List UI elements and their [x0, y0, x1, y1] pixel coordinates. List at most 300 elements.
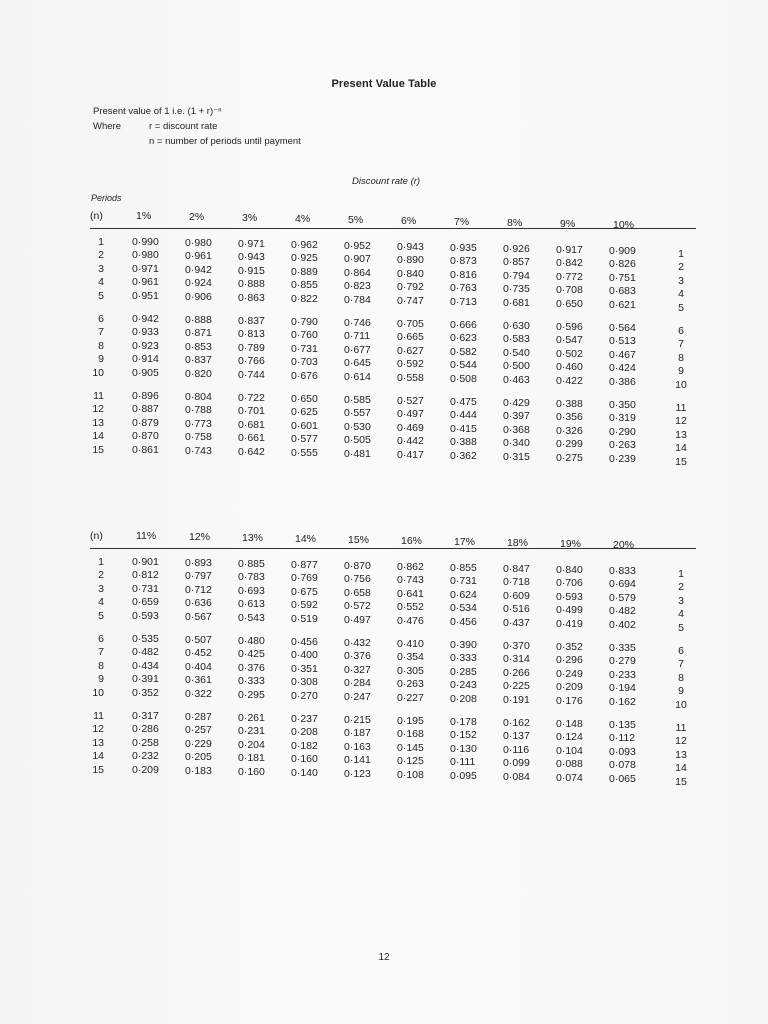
period-number: 5	[98, 289, 104, 302]
table-cell: 0·270	[291, 689, 318, 702]
period-number: 4	[98, 276, 104, 289]
table-cell: 0·813	[238, 328, 265, 341]
table-cell: 0·840	[397, 267, 424, 280]
table-cell: 0·284	[344, 677, 371, 690]
table-cell: 0·422	[556, 374, 583, 387]
table-cell: 0·915	[238, 264, 265, 277]
table-cell: 0·404	[185, 660, 212, 673]
table-cell: 0·744	[238, 368, 265, 381]
table-cell: 0·425	[238, 648, 265, 661]
table-cell: 0·231	[238, 725, 265, 738]
table-cell: 0·233	[609, 668, 636, 681]
period-number: 3	[98, 582, 104, 595]
table-cell: 0·792	[397, 281, 424, 294]
table-cell: 0·327	[344, 663, 371, 676]
table-cell: 0·666	[450, 319, 477, 331]
period-number-right: 4	[678, 608, 684, 621]
table-cell: 0·181	[238, 752, 265, 765]
period-number: 14	[92, 750, 104, 763]
table-cell: 0·104	[556, 744, 583, 757]
table-cell: 0·417	[397, 448, 424, 461]
table-cell: 0·482	[609, 605, 636, 618]
table-cell: 0·862	[397, 561, 424, 573]
table-cell: 0·350	[609, 399, 636, 411]
period-number: 5	[98, 609, 104, 622]
period-number: 10	[92, 686, 104, 699]
period-header: (n)	[90, 530, 103, 542]
header-rule	[90, 228, 696, 229]
table-cell: 0·857	[503, 256, 530, 269]
table-cell: 0·864	[344, 266, 371, 279]
table-cell: 0·601	[291, 419, 318, 432]
table-cell: 0·747	[397, 294, 424, 307]
table-cell: 0·527	[397, 395, 424, 407]
table-cell: 0·183	[185, 764, 212, 777]
table-cell: 0·943	[397, 241, 424, 253]
table-cell: 0·340	[503, 437, 530, 450]
present-value-table-1	[90, 206, 710, 506]
table-cell: 0·482	[132, 646, 159, 659]
period-number-right: 3	[678, 274, 684, 287]
table-cell: 0·305	[397, 664, 424, 677]
table-cell: 0·519	[291, 612, 318, 625]
rate-header: 16%	[401, 535, 423, 547]
description-line: Present value of 1 i.e. (1 + r)⁻ⁿ	[93, 106, 222, 117]
table-cell: 0·870	[344, 560, 371, 572]
table-cell: 0·111	[450, 756, 476, 769]
table-cell: 0·896	[132, 390, 159, 402]
table-cell: 0·942	[132, 313, 159, 325]
table-cell: 0·208	[291, 726, 318, 739]
table-cell: 0·758	[185, 431, 212, 444]
period-number-right: 15	[675, 775, 687, 788]
table-cell: 0·650	[556, 297, 583, 310]
table-cell: 0·558	[397, 371, 424, 384]
table-cell: 0·125	[397, 755, 424, 768]
table-cell: 0·352	[556, 641, 583, 653]
table-cell: 0·596	[556, 321, 583, 333]
period-number: 12	[92, 403, 104, 416]
rate-header: 14%	[295, 533, 317, 545]
rate-header: 19%	[560, 538, 582, 550]
table-cell: 0·257	[185, 724, 212, 737]
table-cell: 0·415	[450, 422, 477, 435]
table-cell: 0·582	[450, 345, 477, 358]
period-number: 11	[93, 390, 104, 402]
table-cell: 0·890	[397, 254, 424, 267]
table-cell: 0·400	[291, 649, 318, 662]
table-cell: 0·434	[132, 659, 159, 672]
table-cell: 0·535	[132, 633, 159, 645]
rate-header: 11%	[136, 530, 157, 542]
period-number: 9	[98, 673, 104, 686]
table-cell: 0·308	[291, 676, 318, 689]
table-cell: 0·368	[503, 423, 530, 436]
table-cell: 0·756	[344, 573, 371, 586]
table-cell: 0·249	[556, 667, 583, 680]
table-cell: 0·990	[132, 236, 159, 248]
table-cell: 0·178	[450, 716, 477, 728]
period-number-right: 15	[675, 455, 687, 468]
table-cell: 0·837	[185, 354, 212, 367]
rate-header: 2%	[189, 211, 205, 223]
table-cell: 0·116	[503, 743, 530, 756]
definition-n: n = number of periods until payment	[149, 136, 301, 147]
table-cell: 0·456	[450, 615, 477, 628]
period-number: 1	[98, 556, 104, 568]
period-number: 13	[92, 416, 104, 429]
table-cell: 0·592	[291, 599, 318, 612]
rate-header: 12%	[189, 531, 211, 543]
table-cell: 0·658	[344, 586, 371, 599]
table-cell: 0·861	[132, 443, 159, 456]
period-number-right: 1	[678, 248, 684, 260]
definition-r: r = discount rate	[149, 121, 218, 132]
table-cell: 0·783	[238, 571, 265, 584]
period-number: 9	[98, 353, 104, 366]
table-cell: 0·141	[344, 754, 371, 767]
table-cell: 0·893	[185, 557, 212, 569]
table-cell: 0·572	[344, 600, 371, 613]
table-cell: 0·676	[291, 369, 318, 382]
table-cell: 0·078	[609, 759, 636, 772]
table-cell: 0·788	[185, 404, 212, 417]
table-cell: 0·124	[556, 731, 583, 744]
table-cell: 0·722	[238, 392, 265, 404]
table-cell: 0·693	[238, 584, 265, 597]
table-cell: 0·557	[344, 407, 371, 420]
table-cell: 0·376	[344, 650, 371, 663]
table-cell: 0·933	[132, 326, 159, 339]
table-cell: 0·731	[291, 342, 318, 355]
table-cell: 0·923	[132, 339, 159, 352]
table-cell: 0·579	[609, 591, 636, 604]
table-cell: 0·794	[503, 269, 530, 282]
table-cell: 0·191	[503, 693, 530, 706]
table-cell: 0·547	[556, 334, 583, 347]
period-number-right: 2	[678, 261, 684, 274]
table-cell: 0·333	[450, 652, 477, 665]
table-cell: 0·296	[556, 654, 583, 667]
rate-header: 4%	[295, 213, 311, 225]
table-cell: 0·681	[238, 418, 265, 431]
table-cell: 0·650	[291, 393, 318, 405]
table-cell: 0·609	[503, 589, 530, 602]
table-cell: 0·326	[556, 424, 583, 437]
table-cell: 0·123	[344, 767, 371, 780]
table-cell: 0·429	[503, 397, 530, 409]
table-cell: 0·469	[397, 421, 424, 434]
period-number-right: 6	[678, 645, 684, 657]
table-cell: 0·195	[397, 715, 424, 727]
table-cell: 0·711	[344, 330, 371, 343]
table-cell: 0·163	[344, 740, 371, 753]
table-cell: 0·712	[185, 583, 212, 596]
table-cell: 0·627	[397, 344, 424, 357]
table-cell: 0·735	[503, 283, 530, 296]
table-cell: 0·914	[132, 353, 159, 366]
table-cell: 0·855	[450, 562, 477, 574]
table-cell: 0·225	[503, 680, 530, 693]
table-cell: 0·088	[556, 758, 583, 771]
table-cell: 0·187	[344, 727, 371, 740]
table-cell: 0·583	[503, 333, 530, 346]
table-cell: 0·760	[291, 329, 318, 342]
table-cell: 0·481	[344, 447, 371, 460]
table-cell: 0·675	[291, 585, 318, 598]
table-cell: 0·746	[344, 317, 371, 329]
present-value-table-2	[90, 526, 710, 826]
table-cell: 0·962	[291, 239, 318, 251]
table-cell: 0·797	[185, 570, 212, 583]
table-cell: 0·683	[609, 285, 636, 298]
period-number-right: 13	[675, 428, 687, 441]
table-cell: 0·354	[397, 651, 424, 664]
table-cell: 0·636	[185, 597, 212, 610]
period-number-right: 1	[678, 568, 684, 580]
table-cell: 0·917	[556, 244, 583, 256]
table-cell: 0·208	[450, 692, 477, 705]
table-cell: 0·677	[344, 343, 371, 356]
period-number: 12	[92, 723, 104, 736]
table-cell: 0·971	[238, 238, 265, 250]
rate-header: 9%	[560, 218, 576, 230]
table-cell: 0·823	[344, 280, 371, 293]
table-cell: 0·847	[503, 563, 530, 575]
period-number: 6	[98, 313, 104, 325]
table-cell: 0·731	[132, 582, 159, 595]
table-cell: 0·630	[503, 320, 530, 332]
table-cell: 0·402	[609, 618, 636, 631]
period-number: 2	[98, 249, 104, 262]
table-cell: 0·376	[238, 661, 265, 674]
rate-header: 6%	[401, 215, 417, 227]
period-number-right: 8	[678, 671, 684, 684]
table-cell: 0·497	[397, 408, 424, 421]
header-rule	[90, 548, 696, 549]
table-cell: 0·286	[132, 723, 159, 736]
period-number-right: 8	[678, 351, 684, 364]
periods-label: Periods	[91, 193, 122, 203]
page-title: Present Value Table	[331, 78, 437, 90]
table-cell: 0·907	[344, 253, 371, 266]
table-cell: 0·926	[503, 243, 530, 255]
table-cell: 0·232	[132, 750, 159, 763]
period-number-right: 14	[675, 762, 687, 775]
table-cell: 0·812	[132, 569, 159, 582]
table-cell: 0·901	[132, 556, 159, 568]
period-number-right: 7	[678, 658, 684, 671]
rate-header: 5%	[348, 214, 364, 226]
table-cell: 0·229	[185, 737, 212, 750]
table-cell: 0·362	[450, 449, 477, 462]
table-cell: 0·816	[450, 268, 477, 281]
table-cell: 0·544	[450, 359, 477, 372]
period-number-right: 3	[678, 594, 684, 607]
period-number: 2	[98, 569, 104, 582]
table-cell: 0·263	[609, 439, 636, 452]
table-cell: 0·718	[503, 576, 530, 589]
period-number: 3	[98, 262, 104, 275]
table-cell: 0·772	[556, 270, 583, 283]
table-cell: 0·855	[291, 279, 318, 292]
table-cell: 0·204	[238, 738, 265, 751]
table-cell: 0·621	[609, 298, 636, 311]
period-number: 15	[92, 763, 104, 776]
table-cell: 0·182	[291, 739, 318, 752]
table-cell: 0·909	[609, 245, 636, 257]
table-cell: 0·499	[556, 604, 583, 617]
table-cell: 0·980	[185, 237, 212, 249]
table-cell: 0·285	[450, 665, 477, 678]
table-cell: 0·386	[609, 375, 636, 388]
table-cell: 0·442	[397, 435, 424, 448]
table-cell: 0·942	[185, 263, 212, 276]
table-cell: 0·315	[503, 450, 530, 463]
table-cell: 0·826	[609, 258, 636, 271]
table-cell: 0·275	[556, 451, 583, 464]
table-cell: 0·361	[185, 674, 212, 687]
table-cell: 0·879	[132, 416, 159, 429]
table-cell: 0·168	[397, 728, 424, 741]
table-cell: 0·287	[185, 711, 212, 723]
table-cell: 0·388	[450, 436, 477, 449]
table-cell: 0·743	[397, 574, 424, 587]
table-cell: 0·215	[344, 714, 371, 726]
table-description	[93, 104, 301, 149]
table-cell: 0·789	[238, 341, 265, 354]
period-number: 14	[92, 430, 104, 443]
table-cell: 0·534	[450, 602, 477, 615]
table-cell: 0·585	[344, 394, 371, 406]
period-number-right: 4	[678, 288, 684, 301]
table-cell: 0·593	[132, 609, 159, 622]
table-cell: 0·853	[185, 340, 212, 353]
table-cell: 0·889	[291, 265, 318, 278]
period-number: 7	[98, 326, 104, 339]
table-cell: 0·951	[132, 289, 159, 302]
table-cell: 0·751	[609, 271, 636, 284]
table-cell: 0·463	[503, 373, 530, 386]
table-cell: 0·613	[238, 598, 265, 611]
table-cell: 0·961	[185, 250, 212, 263]
table-cell: 0·333	[238, 675, 265, 688]
table-cell: 0·152	[450, 729, 477, 742]
table-cell: 0·444	[450, 409, 477, 422]
table-cell: 0·432	[344, 637, 371, 649]
rate-header: 1%	[136, 210, 152, 222]
table-cell: 0·160	[238, 765, 265, 778]
table-cell: 0·952	[344, 240, 371, 252]
table-cell: 0·243	[450, 679, 477, 692]
period-number: 1	[98, 236, 104, 248]
period-number: 4	[98, 596, 104, 609]
table-cell: 0·176	[556, 694, 583, 707]
table-cell: 0·713	[450, 295, 477, 308]
table-cell: 0·437	[503, 616, 530, 629]
table-cell: 0·790	[291, 316, 318, 328]
rate-header: 15%	[348, 534, 370, 546]
table-cell: 0·194	[609, 682, 636, 695]
period-number-right: 10	[675, 378, 687, 391]
period-number-right: 5	[678, 301, 684, 314]
table-cell: 0·209	[132, 763, 159, 776]
table-cell: 0·299	[556, 438, 583, 451]
rate-header: 10%	[613, 219, 635, 231]
table-cell: 0·625	[291, 406, 318, 419]
table-cell: 0·743	[185, 444, 212, 457]
table-cell: 0·703	[291, 356, 318, 369]
table-cell: 0·263	[397, 678, 424, 691]
table-cell: 0·314	[503, 653, 530, 666]
period-number-right: 9	[678, 365, 684, 378]
period-number-right: 10	[675, 698, 687, 711]
table-cell: 0·885	[238, 558, 265, 570]
table-cell: 0·665	[397, 331, 424, 344]
table-cell: 0·467	[609, 348, 636, 361]
table-cell: 0·266	[503, 666, 530, 679]
table-cell: 0·322	[185, 687, 212, 700]
table-cell: 0·694	[609, 578, 636, 591]
table-cell: 0·701	[238, 405, 265, 418]
rate-header: 18%	[507, 537, 529, 549]
table-cell: 0·388	[556, 398, 583, 410]
table-cell: 0·820	[185, 367, 212, 380]
table-cell: 0·247	[344, 690, 371, 703]
table-cell: 0·137	[503, 730, 530, 743]
period-number-right: 6	[678, 325, 684, 337]
table-cell: 0·555	[291, 446, 318, 459]
table-cell: 0·130	[450, 742, 477, 755]
table-cell: 0·543	[238, 611, 265, 624]
table-cell: 0·871	[185, 327, 212, 340]
rate-header: 17%	[454, 536, 476, 548]
table-cell: 0·567	[185, 610, 212, 623]
table-cell: 0·641	[397, 587, 424, 600]
table-cell: 0·227	[397, 691, 424, 704]
period-number: 6	[98, 633, 104, 645]
rate-header: 13%	[242, 532, 264, 544]
period-number: 11	[93, 710, 104, 722]
table-cell: 0·530	[344, 420, 371, 433]
table-cell: 0·769	[291, 572, 318, 585]
period-number-right: 11	[675, 402, 687, 414]
table-cell: 0·480	[238, 635, 265, 647]
table-cell: 0·507	[185, 634, 212, 646]
table-cell: 0·317	[132, 710, 159, 722]
table-cell: 0·906	[185, 290, 212, 303]
period-number-right: 13	[675, 748, 687, 761]
table-cell: 0·258	[132, 736, 159, 749]
table-cell: 0·804	[185, 391, 212, 403]
table-cell: 0·731	[450, 575, 477, 588]
table-cell: 0·592	[397, 358, 424, 371]
table-cell: 0·093	[609, 745, 636, 758]
table-cell: 0·497	[344, 613, 371, 626]
table-cell: 0·961	[132, 276, 159, 289]
table-cell: 0·065	[609, 772, 636, 785]
table-cell: 0·074	[556, 771, 583, 784]
table-cell: 0·624	[450, 588, 477, 601]
table-cell: 0·935	[450, 242, 477, 254]
table-cell: 0·645	[344, 357, 371, 370]
table-cell: 0·593	[556, 590, 583, 603]
table-cell: 0·840	[556, 564, 583, 576]
table-cell: 0·980	[132, 249, 159, 262]
table-cell: 0·162	[609, 695, 636, 708]
table-cell: 0·873	[450, 255, 477, 268]
table-cell: 0·623	[450, 332, 477, 345]
